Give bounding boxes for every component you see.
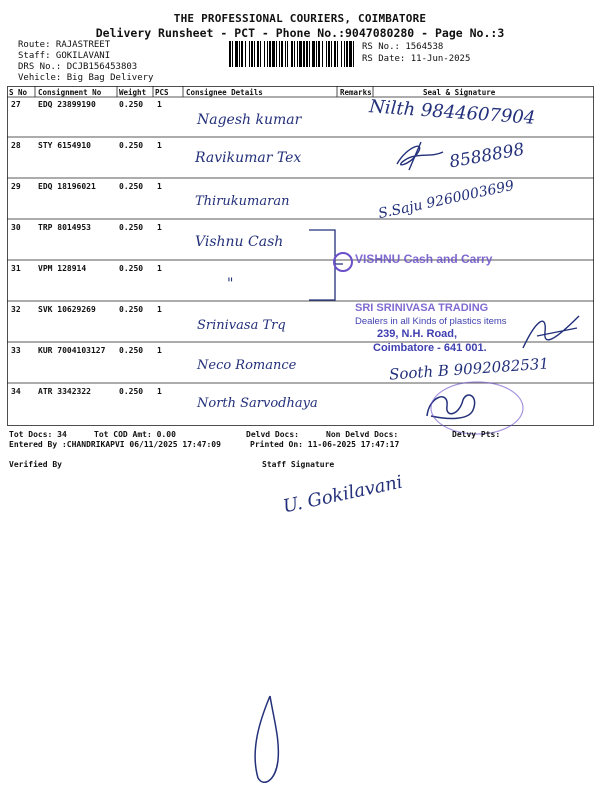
runsheet-title: Delivery Runsheet - PCT - Phone No.:9047080280 - Page No.:3 [95, 26, 505, 40]
entered-by: Entered By :CHANDRIKAPVI 06/11/2025 17:47:09 [9, 440, 221, 449]
printed-on: Printed On: 11-06-2025 17:47:17 [250, 440, 400, 449]
tot-cod: Tot COD Amt: 0.00 [94, 430, 176, 439]
row-consignment: STY 6154910 [38, 141, 91, 150]
row-sno: 34 [11, 387, 21, 396]
barcode-icon [229, 41, 355, 67]
row-consignee-handwritten: Ravikumar Tex [195, 150, 302, 166]
row-weight: 0.250 [119, 264, 144, 273]
delvy-pts: Delvy Pts: [452, 430, 501, 439]
row-pcs: 1 [157, 182, 162, 191]
row-sno: 29 [11, 182, 21, 191]
rs-date-label: RS Date: 11-Jun-2025 [362, 54, 471, 64]
pen-scribble-icon [240, 690, 300, 790]
col-header-consignment: Consignment No [38, 88, 102, 97]
row-weight: 0.250 [119, 182, 144, 191]
stamp-title: VISHNU Cash and Carry [355, 252, 493, 266]
company-title: THE PROFESSIONAL COURIERS, COIMBATORE [173, 12, 427, 25]
drs-label: DRS No.: DCJB156453803 [18, 62, 138, 72]
row-pcs: 1 [157, 264, 162, 273]
row-pcs: 1 [157, 346, 162, 355]
row-pcs: 1 [157, 387, 162, 396]
row-consignee-handwritten: Nagesh kumar [197, 112, 302, 128]
staff-label: Staff: GOKILAVANI [18, 51, 111, 61]
stamp-line5: Coimbatore - 641 001. [373, 342, 487, 354]
stamp-line3: Dealers in all Kinds of plastics items [355, 316, 507, 327]
row-weight: 0.250 [119, 305, 144, 314]
row-signature: S.Saju 9260003699 [376, 177, 516, 223]
row-consignee-handwritten: " [227, 276, 234, 292]
row-signature: Nilth 9844607904 [368, 96, 536, 129]
row-weight: 0.250 [119, 346, 144, 355]
row-signature: Sooth B 9092082531 [388, 354, 550, 384]
row-sno: 31 [11, 264, 21, 273]
row-consignee-handwritten: Srinivasa Trq [197, 318, 286, 333]
col-header-consignee: Consignee Details [186, 88, 263, 97]
row-sno: 33 [11, 346, 21, 355]
stamp-line2: SRI SRINIVASA TRADING [355, 302, 489, 314]
row-weight: 0.250 [119, 223, 144, 232]
row-consignee-handwritten: North Sarvodhaya [197, 396, 318, 411]
row-consignment: SVK 10629269 [38, 305, 96, 314]
round-seal-icon [427, 378, 527, 438]
row-weight: 0.250 [119, 141, 144, 150]
row-weight: 0.250 [119, 387, 144, 396]
row-sno: 27 [11, 100, 21, 109]
staff-signature-label: Staff Signature [262, 460, 335, 469]
vehicle-label: Vehicle: Big Bag Delivery [18, 73, 154, 83]
stamp-logo-icon [333, 252, 353, 272]
tot-docs: Tot Docs: 34 [9, 430, 67, 439]
col-header-weight: Weight [119, 88, 147, 97]
row-signature: 8588898 [447, 139, 526, 173]
row-consignment: VPM 128914 [38, 264, 87, 273]
runsheet-table [7, 86, 594, 426]
col-header-pcs: PCS [155, 88, 169, 97]
col-header-seal: Seal & Signature [423, 88, 496, 97]
company-stamp [329, 246, 539, 366]
row-consignee-handwritten: Vishnu Cash [195, 234, 284, 250]
delvd-docs: Delvd Docs: [246, 430, 299, 439]
row-pcs: 1 [157, 305, 162, 314]
row-consignment: ATR 3342322 [38, 387, 91, 396]
row-pcs: 1 [157, 141, 162, 150]
route-label: Route: RAJASTREET [18, 40, 111, 50]
row-consignment: EDQ 23899190 [38, 100, 96, 109]
row-consignment: KUR 7004103127 [38, 346, 106, 355]
row-pcs: 1 [157, 100, 162, 109]
row-consignee-handwritten: Thirukumaran [195, 194, 290, 209]
signature-scribble-icon [387, 138, 447, 174]
col-header-sno: S No [9, 88, 28, 97]
row-pcs: 1 [157, 223, 162, 232]
stamp-line4: 239, N.H. Road, [377, 328, 458, 340]
col-header-remarks: Remarks [340, 88, 372, 97]
row-consignment: TRP 8014953 [38, 223, 91, 232]
row-consignee-handwritten: Neco Romance [197, 358, 297, 373]
non-delvd-docs: Non Delvd Docs: [326, 430, 399, 439]
row-sno: 28 [11, 141, 21, 150]
signature-scribble-icon [517, 308, 587, 358]
row-consignment: EDQ 18196021 [38, 182, 96, 191]
rs-no-label: RS No.: 1564538 [362, 42, 444, 52]
staff-signature-handwritten: U. Gokilavani [281, 471, 405, 518]
row-sno: 32 [11, 305, 21, 314]
row-sno: 30 [11, 223, 21, 232]
verified-by: Verified By [9, 460, 62, 469]
row-weight: 0.250 [119, 100, 144, 109]
